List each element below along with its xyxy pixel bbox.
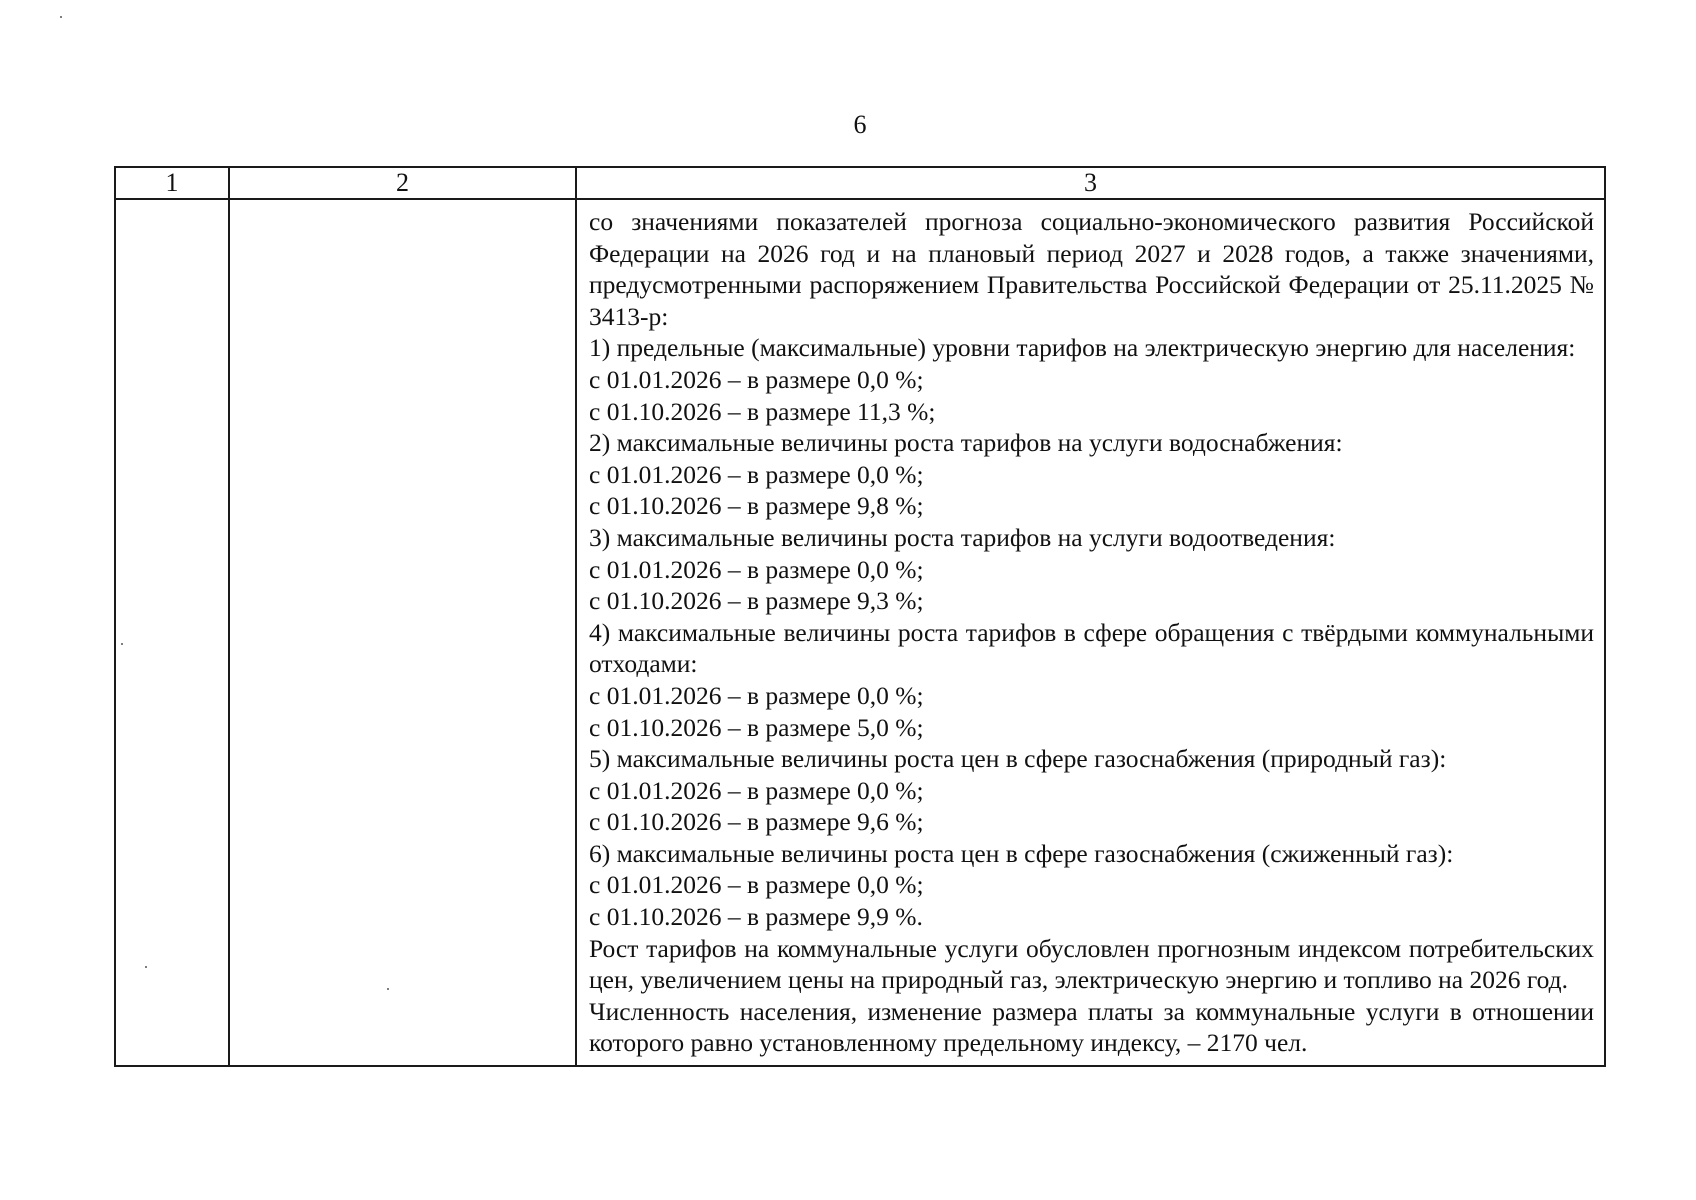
column-header-1: 1 <box>115 167 229 199</box>
paragraph-line: с 01.10.2026 – в размере 11,3 %; <box>589 396 936 426</box>
paragraph-line: с 01.10.2026 – в размере 9,6 %; <box>589 807 924 837</box>
paragraph-intro: со значениями показателей прогноза социально-экономического развития Российской Федерации на 2026 год и на плановый период 2027 и 2028 годов, а также значениями, предусмотренными распоряжением Правительства Российской Федерации от 25.11.2025 № 3413-р: <box>589 207 1594 331</box>
column-header-3: 3 <box>576 167 1605 199</box>
paragraph-item-3: 3) максимальные величины роста тарифов на услуги водоотведения: <box>589 522 1336 552</box>
scan-speck <box>60 16 62 18</box>
paragraph-line: с 01.10.2026 – в размере 9,8 %; <box>589 491 924 521</box>
paragraph-line: с 01.01.2026 – в размере 0,0 %; <box>589 775 924 805</box>
paragraph-line: с 01.10.2026 – в размере 9,9 %. <box>589 902 923 932</box>
paragraph-item-4: 4) максимальные величины роста тарифов в сфере обращения с твёрдыми коммунальными отходами: <box>589 617 1594 679</box>
paragraph-item-6: 6) максимальные величины роста цен в сфере газоснабжения (сжиженный газ): <box>589 838 1454 868</box>
cell-column-2 <box>229 199 576 1066</box>
paragraph-line: с 01.10.2026 – в размере 9,3 %; <box>589 586 924 616</box>
paragraph-item-1: 1) предельные (максимальные) уровни тарифов на электрическую энергию для населения: <box>589 333 1576 363</box>
cell-content <box>577 200 1604 1065</box>
cell-column-3 <box>576 199 1605 1066</box>
table-row <box>115 199 1605 1066</box>
paragraph-line: с 01.01.2026 – в размере 0,0 %; <box>589 870 924 900</box>
paragraph-line: с 01.10.2026 – в размере 5,0 %; <box>589 712 924 742</box>
paragraph-line: с 01.01.2026 – в размере 0,0 %; <box>589 459 924 489</box>
column-header-2: 2 <box>229 167 576 199</box>
paragraph-growth-reason: Рост тарифов на коммунальные услуги обусловлен прогнозным индексом потребительских цен, увеличением цены на природный газ, электрическую энергию и топливо на 2026 год. <box>589 933 1594 995</box>
document-table <box>114 166 1606 1067</box>
paragraph-item-2: 2) максимальные величины роста тарифов на услуги водоснабжения: <box>589 428 1343 458</box>
paragraph-line: с 01.01.2026 – в размере 0,0 %; <box>589 554 924 584</box>
cell-column-1 <box>115 199 229 1066</box>
page-number: 6 <box>853 110 867 139</box>
paragraph-item-5: 5) максимальные величины роста цен в сфере газоснабжения (природный газ): <box>589 744 1447 774</box>
paragraph-population: Численность населения, изменение размера платы за коммунальные услуги в отношении которого равно установленному предельному индексу, – 2170 чел. <box>589 996 1594 1058</box>
paragraph-line: с 01.01.2026 – в размере 0,0 %; <box>589 364 924 394</box>
paragraph-line: с 01.01.2026 – в размере 0,0 %; <box>589 680 924 710</box>
table-header-row <box>115 167 1605 199</box>
